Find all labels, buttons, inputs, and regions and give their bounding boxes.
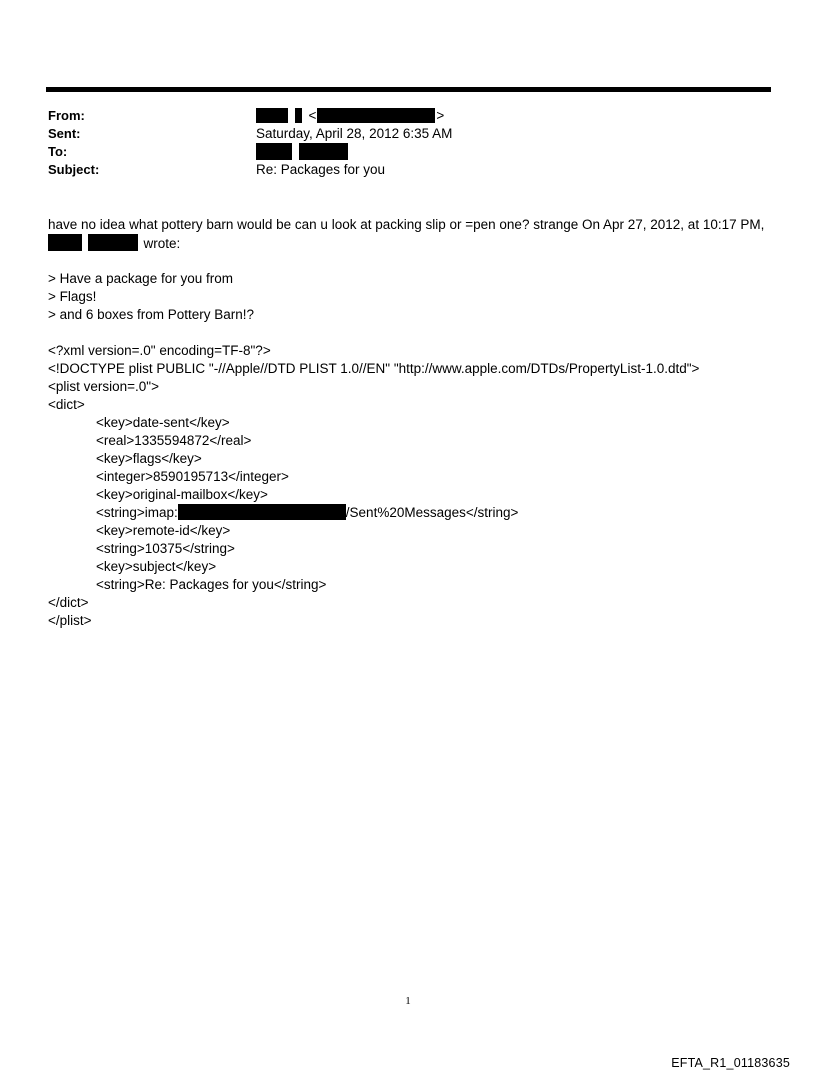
to-label: To:	[48, 144, 68, 159]
plist-line: <real>1335594872</real>	[96, 433, 252, 448]
imap-suffix: /Sent%20Messages</string>	[345, 505, 519, 520]
plist-line: <key>flags</key>	[96, 451, 202, 466]
imap-prefix: <string>imap:	[96, 505, 178, 520]
plist-line: <key>date-sent</key>	[96, 415, 230, 430]
quote-line-1: > Have a package for you from	[48, 271, 233, 286]
message-line-2	[48, 234, 778, 253]
sent-label: Sent:	[48, 126, 81, 141]
from-close-bracket: >	[436, 108, 445, 123]
plist-line: <string>Re: Packages for you</string>	[96, 577, 327, 592]
quote-line-3: > and 6 boxes from Pottery Barn!?	[48, 307, 254, 322]
plist-open: <plist version=.0">	[48, 379, 159, 394]
wrote-text: wrote:	[143, 236, 181, 251]
document-id: EFTA_R1_01183635	[671, 1056, 790, 1070]
redaction-block	[295, 108, 302, 123]
to-value	[256, 143, 348, 162]
message-line-1: have no idea what pottery barn would be can u look at packing slip or =pen one? strange On Apr 27, 2012, at 10:17 PM,	[48, 217, 765, 232]
plist-line: <key>subject</key>	[96, 559, 217, 574]
redaction-block	[299, 143, 348, 160]
plist-close: </plist>	[48, 613, 92, 628]
redaction-block	[48, 234, 82, 251]
subject-value: Re: Packages for you	[256, 162, 386, 177]
from-value	[256, 107, 444, 125]
redaction-block	[88, 234, 138, 251]
redaction-block	[317, 108, 435, 123]
plist-line: <integer>8590195713</integer>	[96, 469, 289, 484]
plist-line: <key>original-mailbox</key>	[96, 487, 268, 502]
subject-label: Subject:	[48, 162, 100, 177]
plist-line: <key>remote-id</key>	[96, 523, 231, 538]
sent-value: Saturday, April 28, 2012 6:35 AM	[256, 126, 453, 141]
header-rule	[46, 87, 771, 92]
xml-declaration: <?xml version=.0" encoding=TF-8"?>	[48, 343, 271, 358]
doctype-line: <!DOCTYPE plist PUBLIC "-//Apple//DTD PLIST 1.0//EN" "http://www.apple.com/DTDs/PropertyList-1.0.dtd">	[48, 361, 700, 376]
plist-line: <string>10375</string>	[96, 541, 235, 556]
redaction-block	[178, 504, 346, 520]
from-open-bracket: <	[308, 108, 317, 123]
dict-open: <dict>	[48, 397, 85, 412]
redaction-block	[256, 143, 292, 160]
from-label: From:	[48, 108, 85, 123]
dict-close: </dict>	[48, 595, 89, 610]
imap-line	[96, 504, 518, 522]
quote-line-2: > Flags!	[48, 289, 97, 304]
page-number: 1	[405, 995, 411, 1007]
redaction-block	[256, 108, 288, 123]
